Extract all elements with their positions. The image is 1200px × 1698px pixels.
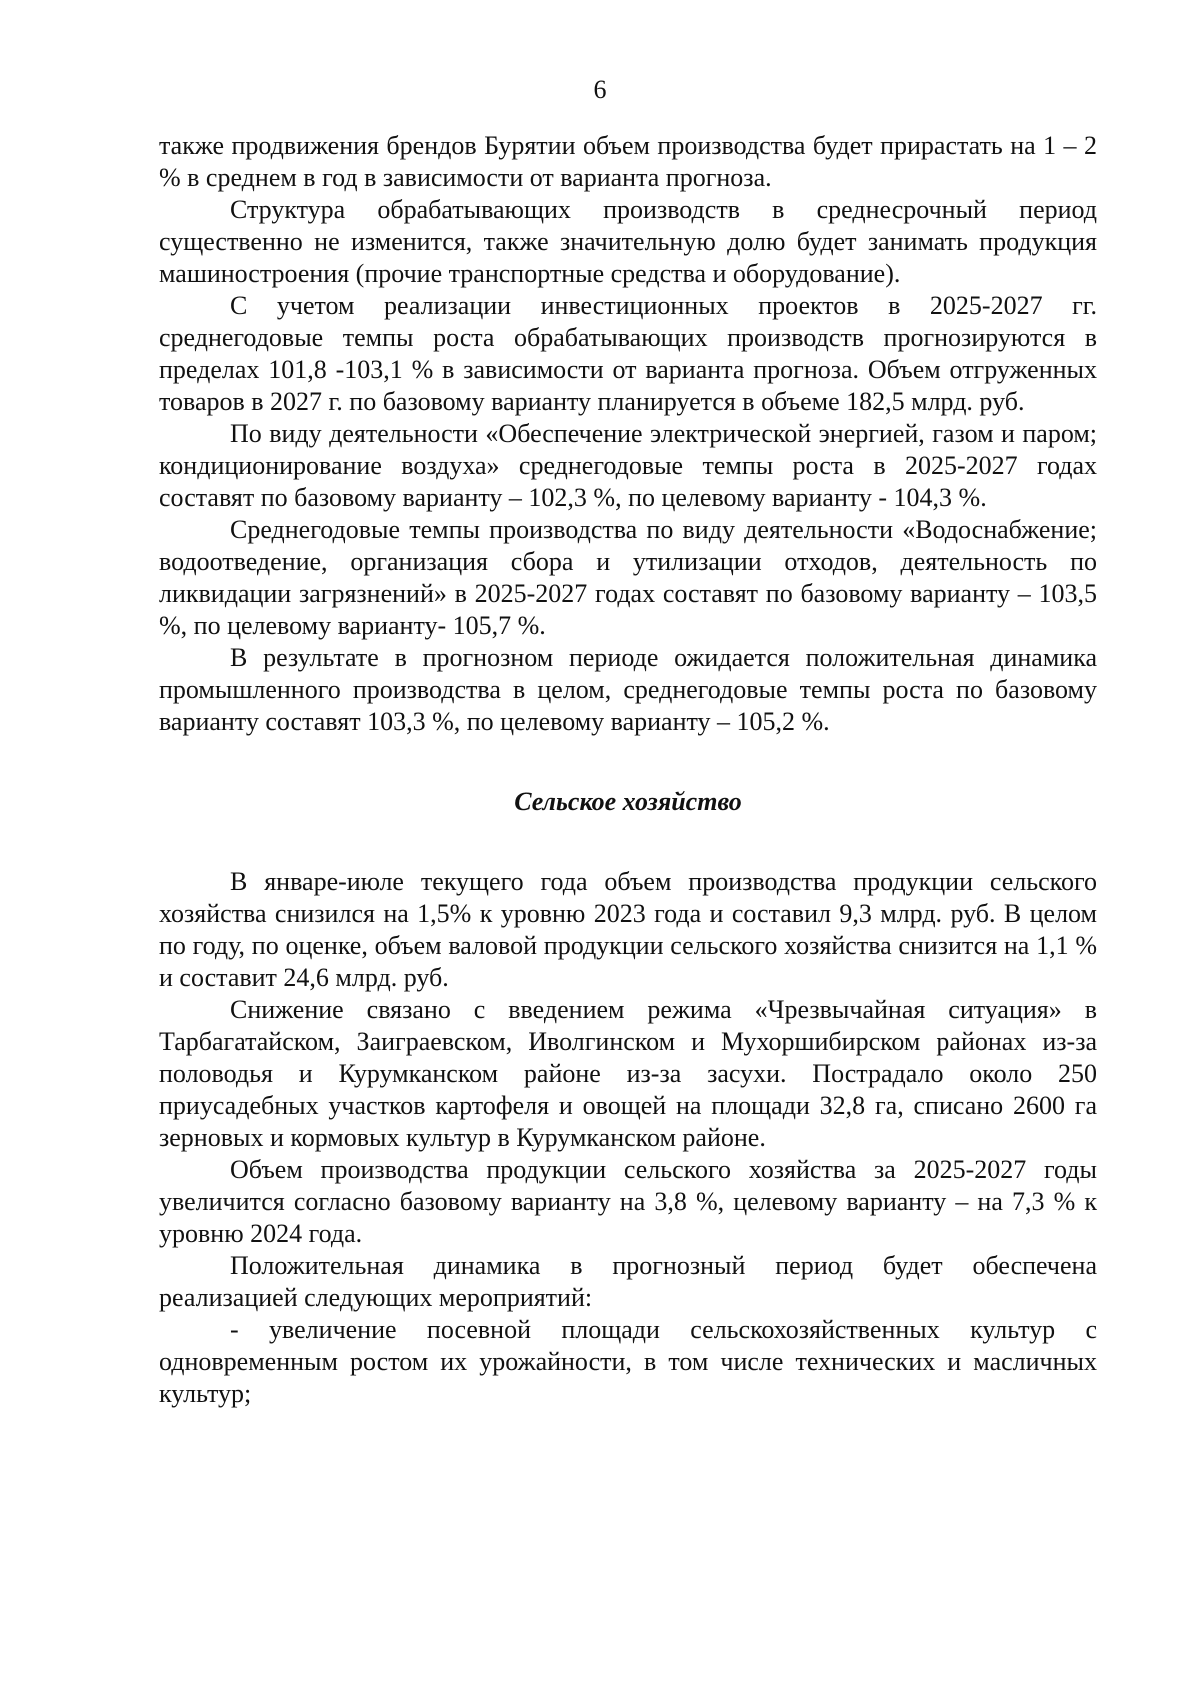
paragraph: Структура обрабатывающих производств в среднесрочный период существенно не изменится, также значительную долю будет занимать продукция машиностроения (прочие транспортные средства и оборудование). bbox=[159, 195, 1097, 288]
paragraph: В январе-июле текущего года объем производства продукции сельского хозяйства снизился на 1,5% к уровню 2023 года и составил 9,3 млрд. руб. В целом по году, по оценке, объем валовой продукции сельского хозяйства снизится на 1,1 % и составит 24,6 млрд. руб. bbox=[159, 867, 1097, 992]
paragraph: также продвижения брендов Бурятии объем производства будет прирастать на 1 – 2 % в среднем в год в зависимости от варианта прогноза. bbox=[159, 131, 1097, 192]
paragraph: С учетом реализации инвестиционных проектов в 2025-2027 гг. среднегодовые темпы роста обрабатывающих производств прогнозируются в пределах 101,8 -103,1 % в зависимости от варианта прогноза. Объем отгруженных товаров в 2027 г. по базовому варианту планируется в объеме 182,5 млрд. руб. bbox=[159, 291, 1097, 416]
paragraph: Объем производства продукции сельского хозяйства за 2025-2027 годы увеличится согласно базовому варианту на 3,8 %, целевому варианту – на 7,3 % к уровню 2024 года. bbox=[159, 1155, 1097, 1248]
paragraph: Положительная динамика в прогнозный период будет обеспечена реализацией следующих мероприятий: bbox=[159, 1251, 1097, 1312]
paragraph: В результате в прогнозном периоде ожидается положительная динамика промышленного производства в целом, среднегодовые темпы роста по базовому варианту составят 103,3 %, по целевому варианту – 105,2 %. bbox=[159, 643, 1097, 736]
list-item: - увеличение посевной площади сельскохозяйственных культур с одновременным ростом их урожайности, в том числе технических и масличных культур; bbox=[159, 1315, 1097, 1408]
section-heading: Сельское хозяйство bbox=[514, 787, 742, 816]
paragraph: По виду деятельности «Обеспечение электрической энергией, газом и паром; кондиционирование воздуха» среднегодовые темпы роста в 2025-2027 годах составят по базовому варианту – 102,3 %, по целевому варианту - 104,3 %. bbox=[159, 419, 1097, 512]
paragraph: Среднегодовые темпы производства по виду деятельности «Водоснабжение; водоотведение, организация сбора и утилизации отходов, деятельность по ликвидации загрязнений» в 2025-2027 годах составят по базовому варианту – 103,5 %, по целевому варианту- 105,7 %. bbox=[159, 515, 1097, 640]
paragraph: Снижение связано с введением режима «Чрезвычайная ситуация» в Тарбагатайском, Заиграевском, Иволгинском и Мухоршибирском районах из-за половодья и Курумканском районе из-за засухи. Пострадало около 250 приусадебных участков картофеля и овощей на площади 32,8 га, списано 2600 га зерновых и кормовых культур в Курумканском районе. bbox=[159, 995, 1097, 1152]
document-body bbox=[159, 130, 1097, 1410]
page-number: 6 bbox=[593, 75, 607, 104]
